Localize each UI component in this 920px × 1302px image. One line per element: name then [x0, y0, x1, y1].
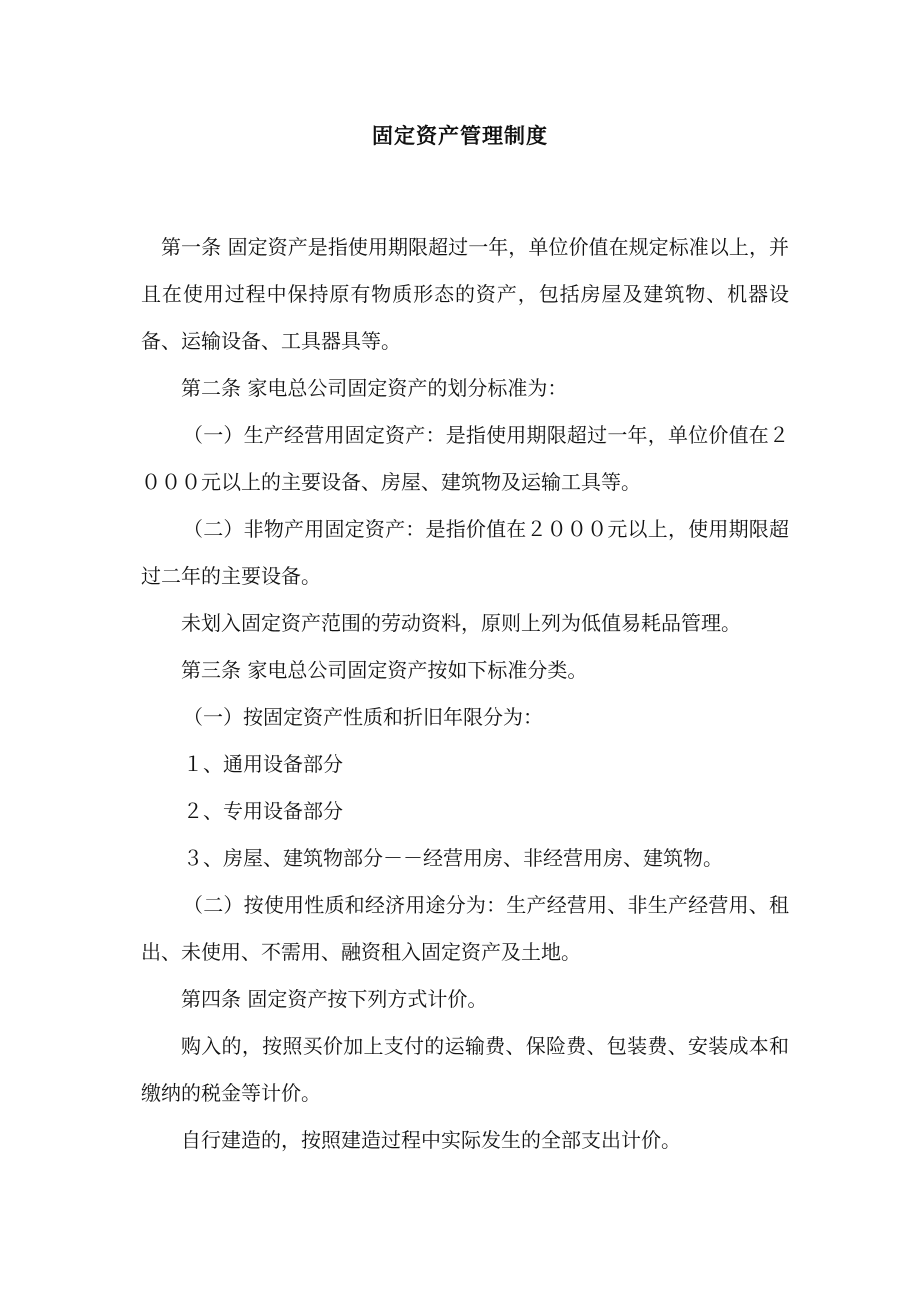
article-2-note: 未划入固定资产范围的劳动资料，原则上列为低值易耗品管理。: [181, 611, 741, 635]
article-2-item-2: （二）非物产用固定资产：是指价值在２０００元以上，使用期限超过二年的主要设备。: [141, 517, 789, 588]
document-body: [141, 224, 789, 1164]
article-3-item-1: （一）按固定资产性质和折旧年限分为：: [183, 705, 543, 729]
article-4-purchased: 购入的，按照买价加上支付的运输费、保险费、包装费、安装成本和缴纳的税金等计价。: [141, 1034, 789, 1105]
article-3-subitem-2: ２、专用设备部分: [183, 799, 343, 823]
article-2-paragraph: 第二条 家电总公司固定资产的划分标准为：: [181, 376, 568, 400]
article-3-item-2: （二）按使用性质和经济用途分为：生产经营用、非生产经营用、租出、未使用、不需用、融资租入固定资产及土地。: [141, 893, 789, 964]
article-1-paragraph: 第一条 固定资产是指使用期限超过一年，单位价值在规定标准以上，并且在使用过程中保持原有物质形态的资产，包括房屋及建筑物、机器设备、运输设备、工具器具等。: [141, 235, 789, 353]
article-3-paragraph: 第三条 家电总公司固定资产按如下标准分类。: [181, 658, 588, 682]
article-4-self-built: 自行建造的，按照建造过程中实际发生的全部支出计价。: [181, 1128, 681, 1152]
article-2-item-1: （一）生产经营用固定资产：是指使用期限超过一年，单位价值在２０００元以上的主要设备、房屋、建筑物及运输工具等。: [141, 423, 789, 494]
article-3-subitem-3: ３、房屋、建筑物部分－－经营用房、非经营用房、建筑物。: [183, 846, 723, 870]
article-3-subitem-1: １、通用设备部分: [183, 752, 343, 776]
document-title: 固定资产管理制度: [372, 124, 548, 148]
article-4-paragraph: 第四条 固定资产按下列方式计价。: [181, 987, 488, 1011]
